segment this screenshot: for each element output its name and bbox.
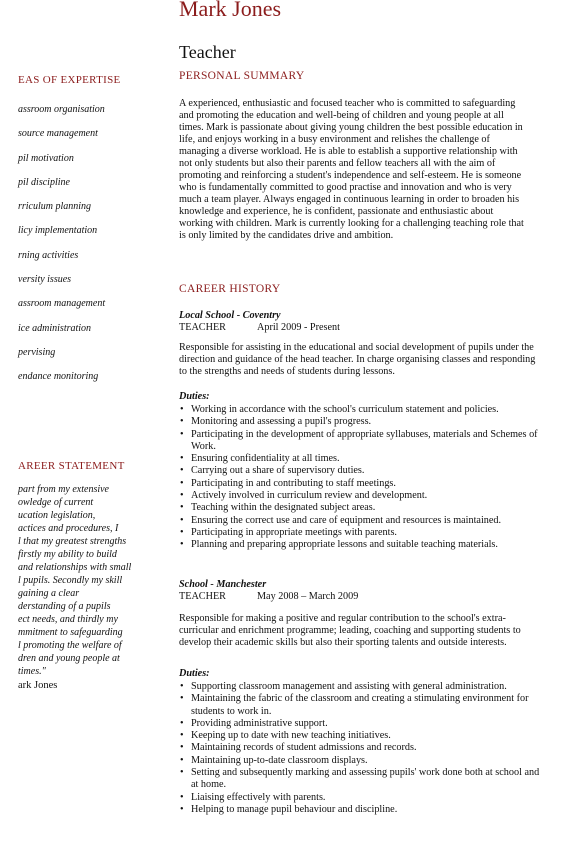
summary-line: is only limited by the candidates drive and ambition. xyxy=(179,230,394,241)
summary-line: promoting and reinforcing a student's independence and self-esteem. He is someone xyxy=(179,170,522,181)
job-title: TEACHER xyxy=(179,322,226,333)
duty-item: • Ensuring confidentiality at all times. xyxy=(180,453,340,465)
job-description-line: curricular and enrichment programme; leading, coaching and supporting students to xyxy=(179,625,521,636)
duty-item: • Planning and preparing appropriate lessons and suitable teaching materials. xyxy=(180,539,498,551)
duty-item: • Providing administrative support. xyxy=(180,717,328,729)
statement-line: owledge of current xyxy=(18,497,94,508)
duty-item: • Actively involved in curriculum review and development. xyxy=(180,490,428,502)
duty-item: • Helping to manage pupil behaviour and discipline. xyxy=(180,803,398,815)
job-description-line: to the strengths and needs of students during lessons. xyxy=(179,366,395,377)
job-header xyxy=(179,579,358,603)
expertise-heading: EAS OF EXPERTISE xyxy=(18,74,121,86)
summary-heading: PERSONAL SUMMARY xyxy=(179,70,305,82)
statement-line: part from my extensive xyxy=(18,484,109,495)
duty-item: • Ensuring the correct use and care of equipment and resources is maintained. xyxy=(180,514,502,526)
duty-item: • Participating in appropriate meetings with parents. xyxy=(180,526,397,538)
duty-item: • Supporting classroom management and assisting with general administration. xyxy=(180,681,507,692)
duty-item: • Participating in the development of appropriate syllabuses, materials and Schemes of Work. xyxy=(180,428,538,452)
career-statement xyxy=(18,483,158,678)
expertise-item: pil discipline xyxy=(18,176,70,188)
summary-line: managing a diverse workload. He is able to establish a supportive relationship with xyxy=(179,146,518,157)
duties-list xyxy=(179,404,554,552)
expertise-item: licy implementation xyxy=(18,225,98,237)
expertise-item: ice administration xyxy=(18,322,92,334)
expertise-item: pil motivation xyxy=(18,152,74,164)
duties-label: Duties: xyxy=(179,391,210,402)
candidate-name: Mark Jones xyxy=(179,0,282,21)
duty-item: • Keeping up to date with new teaching initiatives. xyxy=(180,730,391,742)
job-title-line xyxy=(179,591,358,603)
job-description-line: develop their academic skills but also their sporting talents and outside interests. xyxy=(179,637,507,648)
job-employer: School - Manchester xyxy=(179,579,267,590)
statement-line: ect needs, and thirdly my xyxy=(18,614,118,625)
statement-line: l promoting the welfare of xyxy=(18,640,122,651)
statement-line: times." xyxy=(18,666,46,677)
job-header xyxy=(179,310,340,334)
summary-line: life, and enjoys working in a busy environment and relishes the challenge of xyxy=(179,134,490,145)
duty-item: • Carrying out a share of supervisory duties. xyxy=(180,465,365,477)
job-description xyxy=(179,613,552,649)
statement-line: gaining a clear xyxy=(18,588,80,599)
summary-line: who is fundamentally committed to good practise and innovation and who is very xyxy=(179,182,512,193)
summary-line: not only students but also their parents and fellow teachers all with the aim of xyxy=(179,158,496,169)
job-title: TEACHER xyxy=(179,591,226,602)
job-description-line: direction and guidance of the head teacher. In charge organising classes and responding xyxy=(179,354,536,365)
expertise-list xyxy=(18,103,105,395)
job-description xyxy=(179,342,552,378)
duty-item: • Setting and subsequently marking and assessing pupils' work done both at school and at home. xyxy=(180,767,540,791)
expertise-item: rriculum planning xyxy=(18,201,92,213)
summary-line: A experienced, enthusiastic and focused teacher who is committed to safeguarding xyxy=(179,98,516,109)
expertise-item: assroom management xyxy=(18,298,106,310)
expertise-item: source management xyxy=(18,128,98,140)
statement-line: and relationships with small xyxy=(18,562,132,573)
statement-line: derstanding of a pupils xyxy=(18,601,111,612)
statement-line: l pupils. Secondly my skill xyxy=(18,575,123,586)
job-dates: April 2009 - Present xyxy=(257,322,340,333)
job-description-line: Responsible for making a positive and regular contribution to the school's extra- xyxy=(179,613,506,624)
career-heading: CAREER HISTORY xyxy=(179,283,281,295)
statement-line: ucation legislation, xyxy=(18,510,96,521)
expertise-item: versity issues xyxy=(18,274,72,286)
duties-list xyxy=(179,681,554,816)
summary-text xyxy=(179,98,552,242)
statement-line: dren and young people at xyxy=(18,653,120,664)
duty-item: • Working in accordance with the school's curriculum statement and policies. xyxy=(180,404,499,415)
expertise-item: endance monitoring xyxy=(18,371,99,383)
summary-line: and promoting the education and well-being of children and young people at all xyxy=(179,110,504,121)
summary-line: knowledge and experience, he is confident, passionate and enthusiastic about xyxy=(179,206,494,217)
summary-line: much a team player. Always engaged in continuous learning in order to broaden his xyxy=(179,194,520,205)
duty-item: • Maintaining up-to-date classroom displays. xyxy=(180,754,368,766)
duties-label: Duties: xyxy=(179,668,210,679)
candidate-role: Teacher xyxy=(179,42,236,62)
statement-line: mmitment to safeguarding xyxy=(18,627,123,638)
job-dates: May 2008 – March 2009 xyxy=(257,591,359,602)
statement-line: actices and procedures, I xyxy=(18,523,119,534)
sidebar xyxy=(0,0,160,850)
duty-item: • Teaching within the designated subject areas. xyxy=(180,502,376,514)
expertise-item: rning activities xyxy=(18,249,79,261)
job-description-line: Responsible for assisting in the educational and social development of pupils under the xyxy=(179,342,534,353)
duty-item: • Monitoring and assessing a pupil's progress. xyxy=(180,416,372,428)
statement-line: firstly my ability to build xyxy=(18,549,117,560)
expertise-item: pervising xyxy=(18,346,56,358)
duty-item: • Liaising effectively with parents. xyxy=(180,791,326,803)
duty-item: • Participating in and contributing to staff meetings. xyxy=(180,477,396,489)
job-employer: Local School - Coventry xyxy=(179,310,281,321)
summary-line: working with children. Mark is currently looking for a challenging teaching role that xyxy=(179,218,524,229)
job-title-line xyxy=(179,322,340,334)
summary-line: times. Mark is passionate about giving young children the best possible education in xyxy=(179,122,523,133)
duty-item: • Maintaining records of student admissions and records. xyxy=(180,742,417,754)
statement-line: l that my greatest strengths xyxy=(18,536,127,547)
career-statement-heading: AREER STATEMENT xyxy=(18,460,125,472)
duty-item: • Maintaining the fabric of the classroom and creating a stimulating environment for students to work in. xyxy=(180,693,529,717)
signature: ark Jones xyxy=(18,680,58,691)
expertise-item: assroom organisation xyxy=(18,104,105,115)
